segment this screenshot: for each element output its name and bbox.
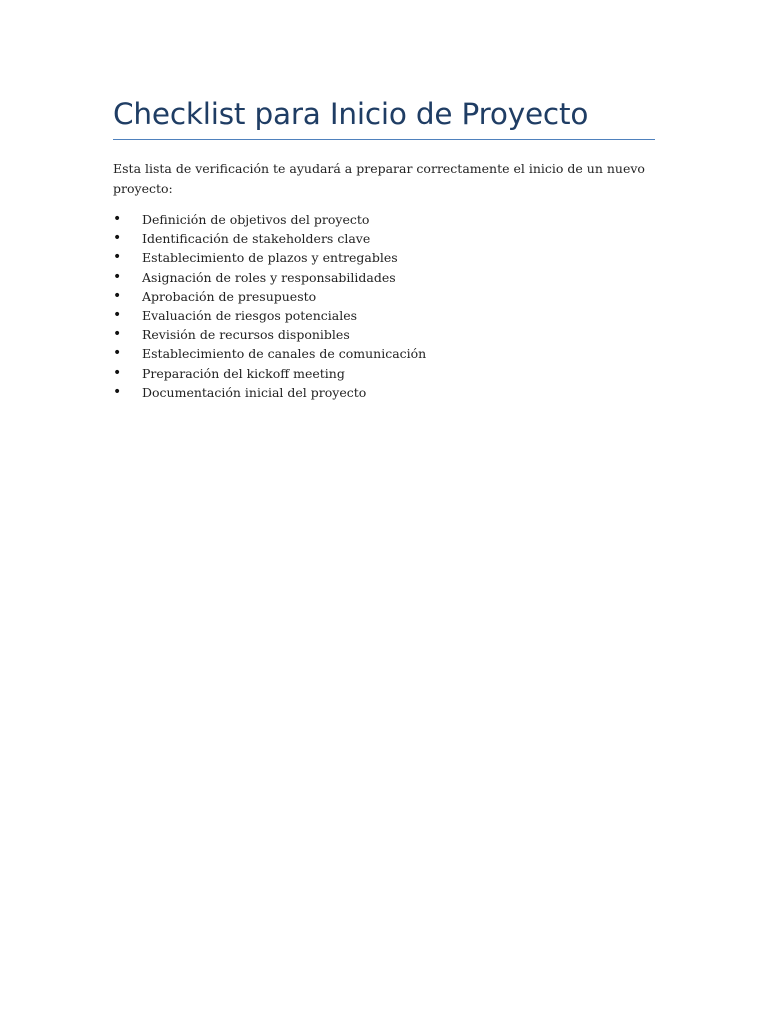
checklist-item: [113, 383, 655, 402]
document-title: Checklist para Inicio de Proyecto: [113, 97, 589, 131]
bullet-icon: •: [113, 326, 122, 343]
checklist-item-label: Asignación de roles y responsabilidades: [142, 269, 396, 285]
bullet-icon: •: [113, 307, 122, 324]
bullet-icon: •: [113, 249, 122, 266]
document-body: [113, 94, 655, 402]
checklist-item-label: Establecimiento de plazos y entregables: [142, 250, 398, 266]
bullet-icon: •: [113, 364, 122, 381]
checklist-item: [113, 229, 655, 248]
checklist-item: [113, 268, 655, 287]
checklist-item: [113, 325, 655, 344]
checklist-item-label: Establecimiento de canales de comunicación: [142, 346, 427, 362]
checklist-item-label: Revisión de recursos disponibles: [142, 327, 350, 343]
bullet-icon: •: [113, 345, 122, 362]
bullet-icon: •: [113, 230, 122, 247]
intro-paragraph: Esta lista de verificación te ayudará a preparar correctamente el inicio de un nuevo proyecto:: [113, 161, 645, 196]
bullet-icon: •: [113, 287, 122, 304]
checklist-item: [113, 210, 655, 229]
checklist-item: [113, 287, 655, 306]
checklist-item: [113, 344, 655, 363]
bullet-icon: •: [113, 211, 122, 227]
checklist: [113, 210, 655, 402]
checklist-item: [113, 306, 655, 325]
bullet-icon: •: [113, 383, 122, 400]
bullet-icon: •: [113, 268, 122, 285]
checklist-item-label: Documentación inicial del proyecto: [142, 384, 367, 400]
checklist-item-label: Identificación de stakeholders clave: [142, 231, 371, 247]
checklist-item-label: Evaluación de riesgos potenciales: [142, 308, 358, 324]
checklist-item-label: Preparación del kickoff meeting: [142, 365, 345, 381]
checklist-item-label: Aprobación de presupuesto: [142, 288, 317, 304]
checklist-item: [113, 248, 655, 267]
checklist-item: [113, 364, 655, 383]
checklist-item-label: Definición de objetivos del proyecto: [142, 212, 370, 227]
title-underline: [113, 139, 655, 140]
